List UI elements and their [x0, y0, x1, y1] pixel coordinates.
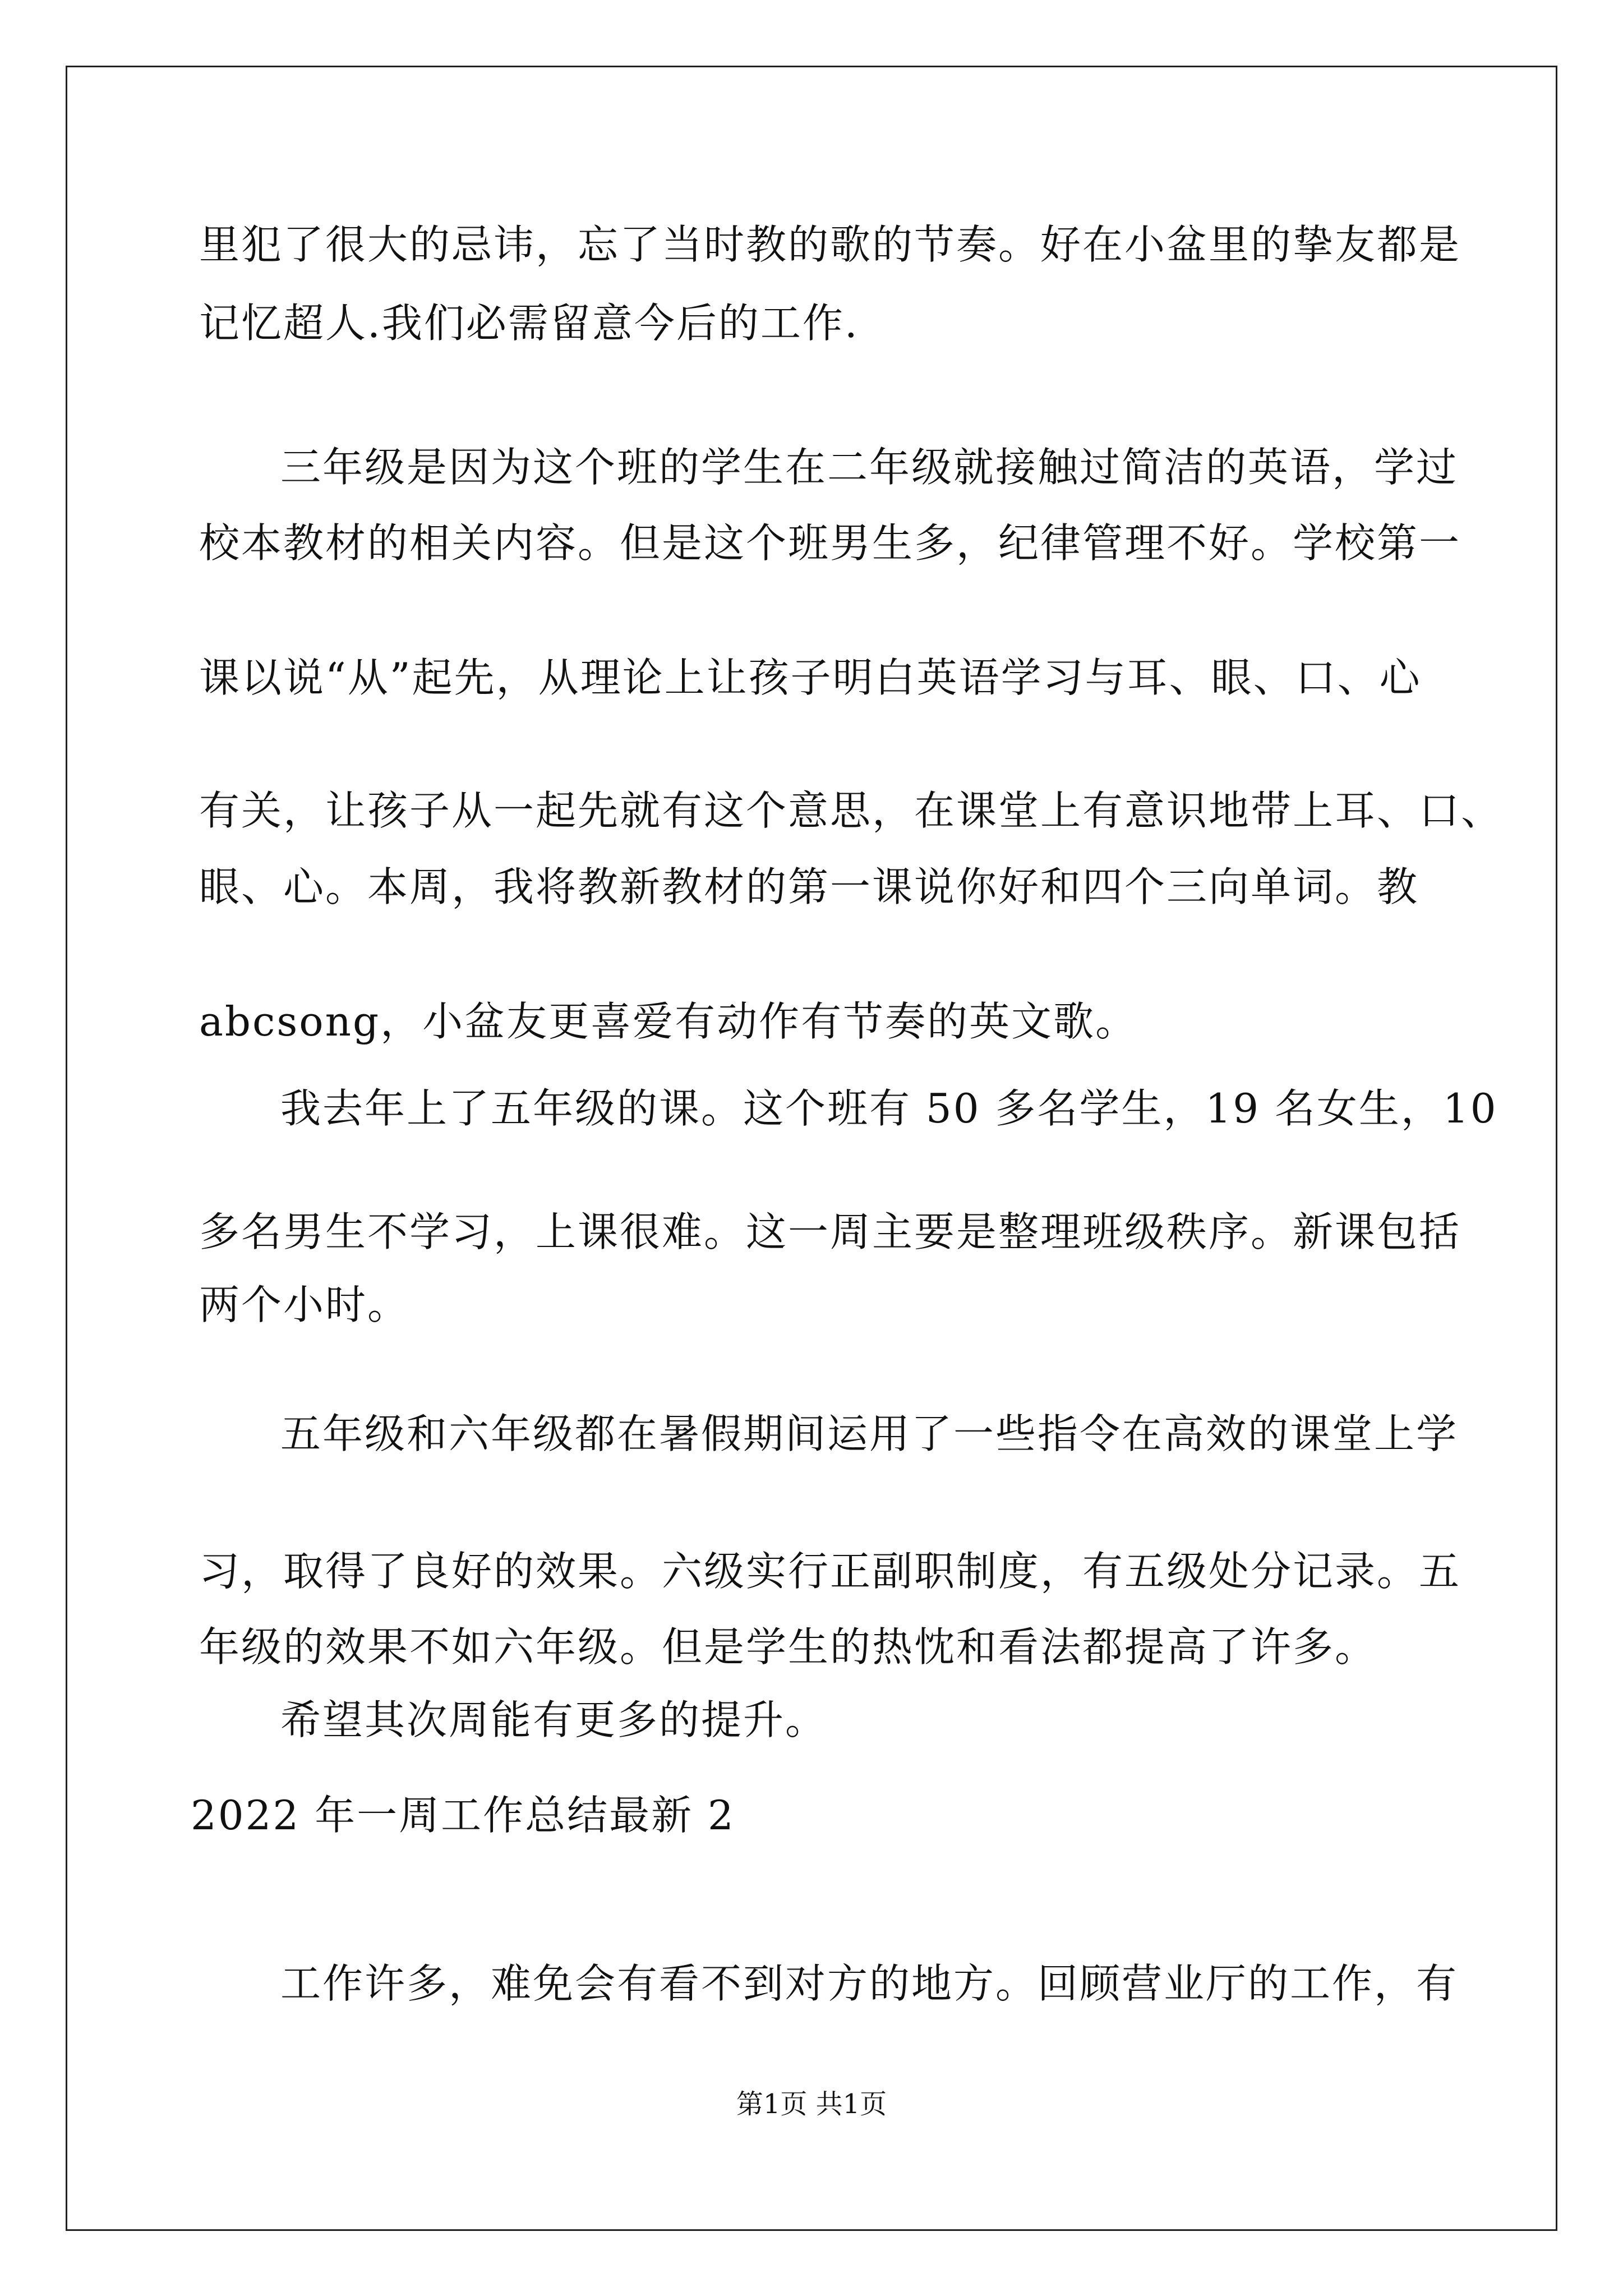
paragraph-start: 工作许多，难免会有看不到对方的地方。回顾营业厅的工作，有 — [280, 1960, 1459, 2007]
paragraph-start: 我去年上了五年级的课。这个班有 50 多名学生，19 名女生，10 — [280, 1085, 1498, 1132]
page-border — [66, 66, 1557, 2231]
text-line: 课以说“从”起先，从理论上让孩子明白英语学习与耳、眼、口、心 — [199, 654, 1422, 701]
text-line: 里犯了很大的忌讳，忘了当时教的歌的节奏。好在小盆里的挚友都是 — [199, 221, 1461, 268]
text-line: 眼、心。本周，我将教新教材的第一课说你好和四个三向单词。教 — [199, 863, 1419, 910]
paragraph-start: 三年级是因为这个班的学生在二年级就接触过简洁的英语，学过 — [280, 444, 1459, 491]
text-line: 两个小时。 — [199, 1281, 410, 1328]
text-line: 记忆超人.我们必需留意今后的工作. — [199, 300, 859, 347]
page-number-footer: 第1页 共1页 — [736, 2088, 887, 2120]
text-line: 多名男生不学习，上课很难。这一周主要是整理班级秩序。新课包括 — [199, 1208, 1461, 1255]
text-line: 年级的效果不如六年级。但是学生的热忱和看法都提高了许多。 — [199, 1623, 1377, 1671]
text-line: 有关，让孩子从一起先就有这个意思，在课堂上有意识地带上耳、口、 — [199, 787, 1504, 834]
paragraph-start: 五年级和六年级都在暑假期间运用了一些指令在高效的课堂上学 — [280, 1410, 1459, 1457]
text-line: 校本教材的相关内容。但是这个班男生多，纪律管理不好。学校第一 — [199, 519, 1461, 567]
section-heading: 2022 年一周工作总结最新 2 — [191, 1792, 735, 1839]
text-line: 习，取得了良好的效果。六级实行正副职制度，有五级处分记录。五 — [199, 1548, 1461, 1595]
paragraph-start: 希望其次周能有更多的提升。 — [280, 1696, 828, 1743]
text-line: abcsong，小盆友更喜爱有动作有节奏的英文歌。 — [199, 998, 1138, 1045]
